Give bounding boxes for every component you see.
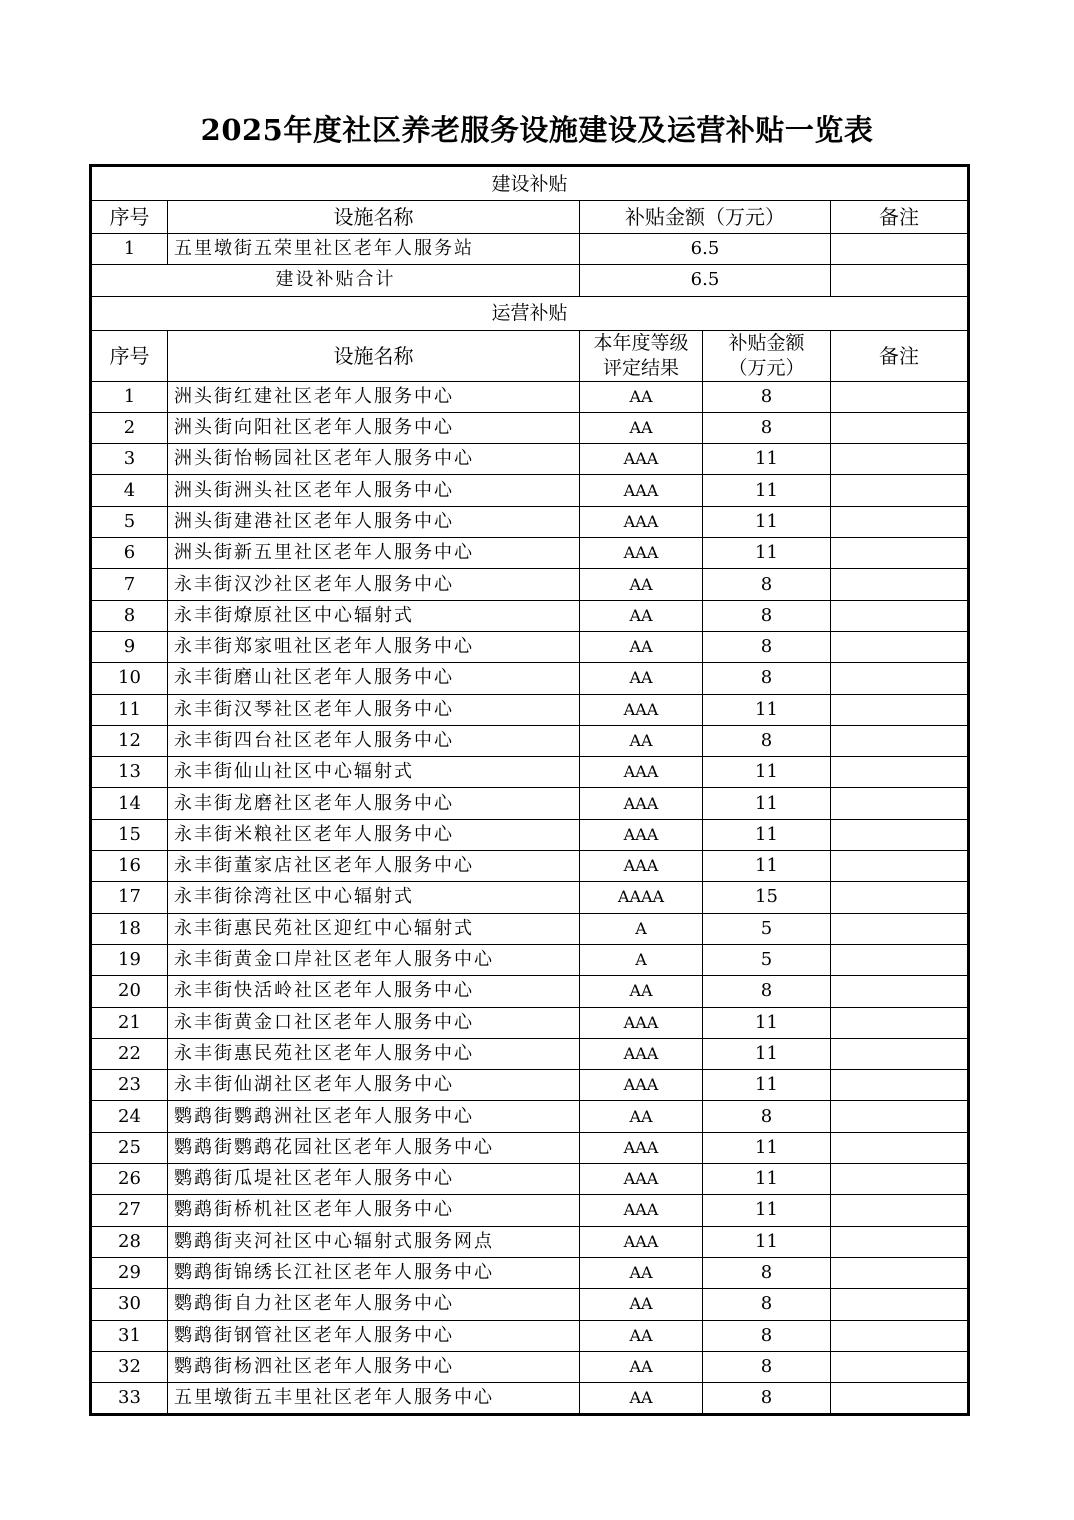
row-grade: AAA [580,851,703,882]
construction-header-row [91,201,969,234]
row-note [831,1101,969,1132]
header-amount [703,330,831,381]
row-amount: 8 [703,381,831,412]
row-name: 永丰街汉沙社区老年人服务中心 [168,569,580,600]
row-name: 洲头街向阳社区老年人服务中心 [168,412,580,443]
row-no: 6 [91,538,168,569]
header-grade [580,330,703,381]
total-amount: 6.5 [580,265,831,296]
row-grade: AAA [580,757,703,788]
row-no: 23 [91,1070,168,1101]
row-note [831,976,969,1007]
header-no: 序号 [91,201,168,234]
row-note [831,944,969,975]
row-note [831,913,969,944]
operation-row [91,725,969,756]
operation-row [91,444,969,475]
row-amount: 8 [703,1101,831,1132]
row-grade: AA [580,569,703,600]
row-no: 12 [91,725,168,756]
row-name: 鹦鹉街瓜堤社区老年人服务中心 [168,1164,580,1195]
operation-row [91,1383,969,1415]
row-name: 鹦鹉街钢管社区老年人服务中心 [168,1320,580,1351]
operation-row [91,1320,969,1351]
row-grade: AAAA [580,882,703,913]
row-note [831,412,969,443]
row-amount: 11 [703,1132,831,1163]
operation-row [91,475,969,506]
total-label: 建设补贴合计 [91,265,580,296]
row-no: 15 [91,819,168,850]
operation-row [91,1038,969,1069]
header-amount: 补贴金额（万元） [580,201,831,234]
row-name: 永丰街四台社区老年人服务中心 [168,725,580,756]
row-note [831,694,969,725]
row-grade: AAA [580,788,703,819]
row-amount: 8 [703,1320,831,1351]
row-grade: AAA [580,475,703,506]
row-amount: 8 [703,1257,831,1288]
operation-row [91,569,969,600]
row-no: 7 [91,569,168,600]
row-no: 26 [91,1164,168,1195]
row-name: 鹦鹉街桥机社区老年人服务中心 [168,1195,580,1226]
row-no: 29 [91,1257,168,1288]
row-name: 五里墩街五荣里社区老年人服务站 [168,234,580,265]
operation-row [91,1070,969,1101]
row-note [831,851,969,882]
operation-row [91,1226,969,1257]
row-no: 13 [91,757,168,788]
construction-section-row [91,166,969,201]
row-note [831,1007,969,1038]
row-name: 永丰街董家店社区老年人服务中心 [168,851,580,882]
row-amount: 11 [703,538,831,569]
row-note [831,882,969,913]
row-name: 洲头街建港社区老年人服务中心 [168,506,580,537]
row-note [831,631,969,662]
row-name: 永丰街米粮社区老年人服务中心 [168,819,580,850]
row-note [831,1226,969,1257]
row-grade: AA [580,412,703,443]
operation-row [91,1289,969,1320]
row-grade: AA [580,600,703,631]
row-amount: 11 [703,757,831,788]
row-no: 1 [91,234,168,265]
operation-row [91,788,969,819]
row-no: 27 [91,1195,168,1226]
operation-row [91,1132,969,1163]
row-grade: AAA [580,694,703,725]
row-no: 17 [91,882,168,913]
row-amount: 15 [703,882,831,913]
total-note [831,265,969,296]
row-note [831,1038,969,1069]
row-note [831,600,969,631]
row-note [831,1070,969,1101]
row-grade: AAA [580,506,703,537]
row-grade: AA [580,631,703,662]
row-no: 14 [91,788,168,819]
row-grade: AAA [580,1226,703,1257]
row-no: 2 [91,412,168,443]
row-no: 18 [91,913,168,944]
row-amount: 11 [703,819,831,850]
row-grade: AAA [580,1007,703,1038]
row-name: 鹦鹉街夹河社区中心辐射式服务网点 [168,1226,580,1257]
header-amount-line2: （万元） [728,356,805,379]
operation-row [91,631,969,662]
row-note [831,506,969,537]
row-grade: A [580,944,703,975]
row-amount: 11 [703,1070,831,1101]
operation-row [91,694,969,725]
row-name: 永丰街黄金口社区老年人服务中心 [168,1007,580,1038]
operation-row [91,1101,969,1132]
header-grade-line2: 评定结果 [602,356,679,379]
row-note [831,1320,969,1351]
row-name: 永丰街磨山社区老年人服务中心 [168,663,580,694]
row-grade: A [580,913,703,944]
row-amount: 8 [703,412,831,443]
row-no: 33 [91,1383,168,1415]
operation-row [91,538,969,569]
operation-header-row [91,330,969,381]
row-note [831,475,969,506]
row-amount: 11 [703,1164,831,1195]
row-grade: AA [580,381,703,412]
operation-row [91,1007,969,1038]
row-no: 10 [91,663,168,694]
row-grade: AA [580,725,703,756]
row-no: 28 [91,1226,168,1257]
row-grade: AAA [580,1132,703,1163]
row-note [831,234,969,265]
operation-row [91,913,969,944]
row-grade: AA [580,976,703,1007]
row-note [831,819,969,850]
row-grade: AAA [580,538,703,569]
row-note [831,1164,969,1195]
row-grade: AA [580,1320,703,1351]
operation-row [91,757,969,788]
row-grade: AAA [580,819,703,850]
header-note: 备注 [831,330,969,381]
row-no: 1 [91,381,168,412]
header-name: 设施名称 [168,330,580,381]
operation-section-title: 运营补贴 [91,296,969,330]
row-amount: 8 [703,1383,831,1415]
row-note [831,381,969,412]
header-grade-line1: 本年度等级 [593,331,689,354]
row-amount: 11 [703,506,831,537]
header-name: 设施名称 [168,201,580,234]
row-no: 30 [91,1289,168,1320]
row-amount: 8 [703,976,831,1007]
header-no: 序号 [91,330,168,381]
row-name: 永丰街燎原社区中心辐射式 [168,600,580,631]
row-grade: AA [580,1101,703,1132]
row-grade: AAA [580,444,703,475]
row-no: 32 [91,1351,168,1382]
row-note [831,1257,969,1288]
row-amount: 8 [703,569,831,600]
row-no: 21 [91,1007,168,1038]
operation-row [91,600,969,631]
row-no: 16 [91,851,168,882]
row-no: 31 [91,1320,168,1351]
row-amount: 11 [703,694,831,725]
page-title: 2025年度社区养老服务设施建设及运营补贴一览表 [200,113,874,147]
row-name: 洲头街洲头社区老年人服务中心 [168,475,580,506]
row-note [831,1289,969,1320]
row-note [831,538,969,569]
row-no: 3 [91,444,168,475]
operation-row [91,1164,969,1195]
row-note [831,1351,969,1382]
operation-section-row [91,296,969,330]
row-amount: 6.5 [580,234,831,265]
row-amount: 11 [703,444,831,475]
row-amount: 5 [703,944,831,975]
row-name: 永丰街惠民苑社区迎红中心辐射式 [168,913,580,944]
row-amount: 11 [703,1007,831,1038]
row-note [831,725,969,756]
row-no: 9 [91,631,168,662]
row-amount: 11 [703,1226,831,1257]
row-amount: 11 [703,851,831,882]
row-name: 永丰街黄金口岸社区老年人服务中心 [168,944,580,975]
row-no: 4 [91,475,168,506]
row-no: 5 [91,506,168,537]
row-name: 永丰街惠民苑社区老年人服务中心 [168,1038,580,1069]
row-grade: AA [580,1289,703,1320]
row-name: 永丰街郑家咀社区老年人服务中心 [168,631,580,662]
row-note [831,757,969,788]
row-name: 洲头街怡畅园社区老年人服务中心 [168,444,580,475]
row-amount: 8 [703,725,831,756]
operation-row [91,1257,969,1288]
construction-row [91,234,969,265]
operation-row [91,944,969,975]
row-name: 五里墩街五丰里社区老年人服务中心 [168,1383,580,1415]
operation-row [91,381,969,412]
row-amount: 5 [703,913,831,944]
row-amount: 11 [703,475,831,506]
row-amount: 8 [703,663,831,694]
operation-row [91,976,969,1007]
header-amount-line1: 补贴金额 [728,331,805,354]
construction-section-title: 建设补贴 [91,166,969,201]
row-amount: 11 [703,788,831,819]
row-grade: AA [580,1351,703,1382]
row-name: 永丰街快活岭社区老年人服务中心 [168,976,580,1007]
row-name: 永丰街徐湾社区中心辐射式 [168,882,580,913]
row-no: 11 [91,694,168,725]
operation-row [91,882,969,913]
row-name: 永丰街汉琴社区老年人服务中心 [168,694,580,725]
row-grade: AAA [580,1164,703,1195]
row-name: 永丰街仙山社区中心辐射式 [168,757,580,788]
row-grade: AAA [580,1195,703,1226]
operation-row [91,1351,969,1382]
row-note [831,444,969,475]
row-note [831,1383,969,1415]
row-note [831,1132,969,1163]
row-amount: 8 [703,631,831,662]
operation-row [91,1195,969,1226]
subsidy-table [89,164,970,1416]
row-amount: 8 [703,600,831,631]
row-no: 20 [91,976,168,1007]
row-no: 19 [91,944,168,975]
row-name: 永丰街龙磨社区老年人服务中心 [168,788,580,819]
row-grade: AA [580,663,703,694]
row-name: 鹦鹉街鹦鹉洲社区老年人服务中心 [168,1101,580,1132]
row-amount: 8 [703,1351,831,1382]
row-grade: AA [580,1383,703,1415]
row-grade: AAA [580,1038,703,1069]
row-amount: 11 [703,1195,831,1226]
row-note [831,663,969,694]
operation-row [91,819,969,850]
row-amount: 11 [703,1038,831,1069]
row-grade: AA [580,1257,703,1288]
row-no: 25 [91,1132,168,1163]
row-name: 洲头街新五里社区老年人服务中心 [168,538,580,569]
row-note [831,569,969,600]
operation-row [91,663,969,694]
row-name: 鹦鹉街锦绣长江社区老年人服务中心 [168,1257,580,1288]
row-note [831,1195,969,1226]
header-note: 备注 [831,201,969,234]
operation-row [91,506,969,537]
operation-row [91,412,969,443]
row-grade: AAA [580,1070,703,1101]
row-no: 8 [91,600,168,631]
row-no: 24 [91,1101,168,1132]
row-name: 洲头街红建社区老年人服务中心 [168,381,580,412]
row-amount: 8 [703,1289,831,1320]
row-note [831,788,969,819]
row-no: 22 [91,1038,168,1069]
construction-total-row [91,265,969,296]
row-name: 鹦鹉街杨泗社区老年人服务中心 [168,1351,580,1382]
row-name: 鹦鹉街鹦鹉花园社区老年人服务中心 [168,1132,580,1163]
row-name: 永丰街仙湖社区老年人服务中心 [168,1070,580,1101]
operation-row [91,851,969,882]
row-name: 鹦鹉街自力社区老年人服务中心 [168,1289,580,1320]
